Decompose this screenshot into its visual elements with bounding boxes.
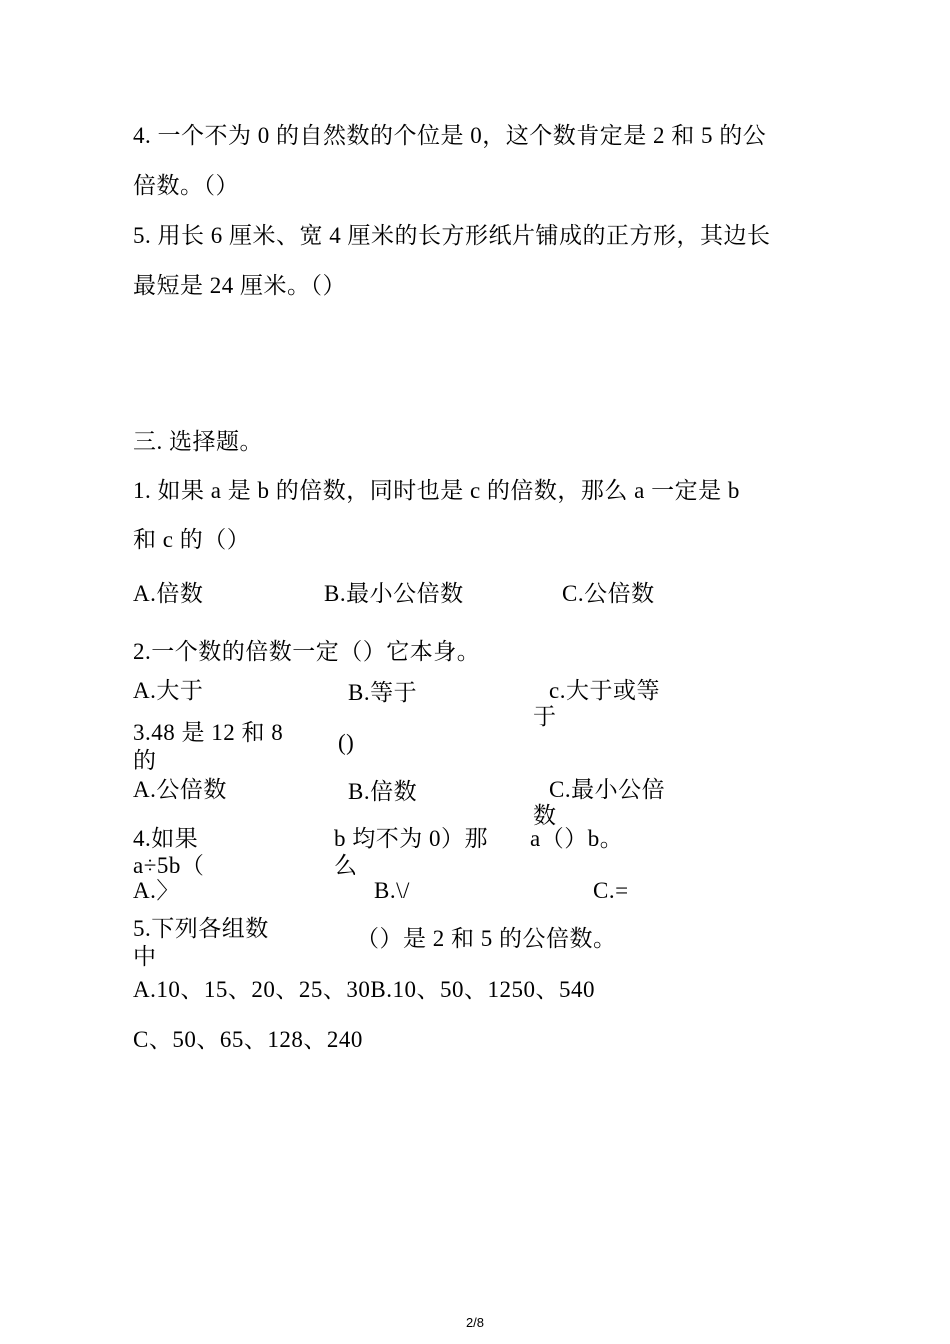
choice-q3-option-c-overflow: 数: [533, 803, 557, 828]
choice-q1-line2: 和 c 的（）: [133, 527, 251, 552]
choice-q4-stem-clipped: a÷5b（: [133, 853, 205, 878]
choice-q4-stem-start: 4.如果: [133, 826, 199, 851]
choice-q4-stem-mid-clipped: 么: [334, 853, 358, 878]
choice-q5-stem-clipped: 中: [133, 944, 157, 969]
page-number: 2/8: [465, 1315, 485, 1330]
choice-q2-option-c: c.大于或等: [549, 678, 660, 703]
judge-q5-line1: 5. 用长 6 厘米、宽 4 厘米的长方形纸片铺成的正方形，其边长: [133, 223, 771, 248]
choice-q4-option-b: B.\/: [374, 878, 410, 903]
choice-q5-stem-end: （）是 2 和 5 的公倍数。: [356, 926, 617, 951]
judge-q4-line1: 4. 一个不为 0 的自然数的个位是 0，这个数肯定是 2 和 5 的公: [133, 123, 767, 148]
choice-q3-stem-overflow: 的: [133, 748, 157, 773]
choice-q4-stem-mid: b 均不为 0）那: [334, 826, 488, 851]
choice-q5-stem-start: 5.下列各组数: [133, 916, 269, 941]
section-heading: 三. 选择题。: [133, 429, 263, 454]
judge-q4-line2: 倍数。（）: [133, 173, 239, 198]
choice-q3-option-b: B.倍数: [348, 779, 418, 804]
choice-q4-stem-end: a（）b。: [530, 826, 624, 851]
choice-q3-blank: (): [338, 730, 355, 755]
choice-q4-option-a: A.〉: [133, 878, 180, 903]
choice-q3-option-c: C.最小公倍: [549, 777, 666, 802]
choice-q3-option-a: A.公倍数: [133, 777, 227, 802]
choice-q5-options-ab: A.10、15、20、25、30B.10、50、1250、540: [133, 977, 595, 1002]
choice-q4-option-c: C.=: [593, 878, 629, 903]
choice-q1-option-b: B.最小公倍数: [324, 581, 464, 606]
choice-q2-option-a: A.大于: [133, 678, 204, 703]
choice-q2-stem: 2.一个数的倍数一定（）它本身。: [133, 639, 481, 664]
choice-q1-option-c: C.公倍数: [562, 581, 655, 606]
choice-q5-option-c: C、50、65、128、240: [133, 1027, 363, 1052]
choice-q2-option-c-overflow: 于: [533, 704, 557, 729]
choice-q1-option-a: A.倍数: [133, 581, 204, 606]
choice-q1-line1: 1. 如果 a 是 b 的倍数，同时也是 c 的倍数，那么 a 一定是 b: [133, 478, 740, 503]
choice-q2-option-b: B.等于: [348, 680, 418, 705]
judge-q5-line2: 最短是 24 厘米。（）: [133, 273, 346, 298]
choice-q3-stem: 3.48 是 12 和 8: [133, 720, 284, 745]
